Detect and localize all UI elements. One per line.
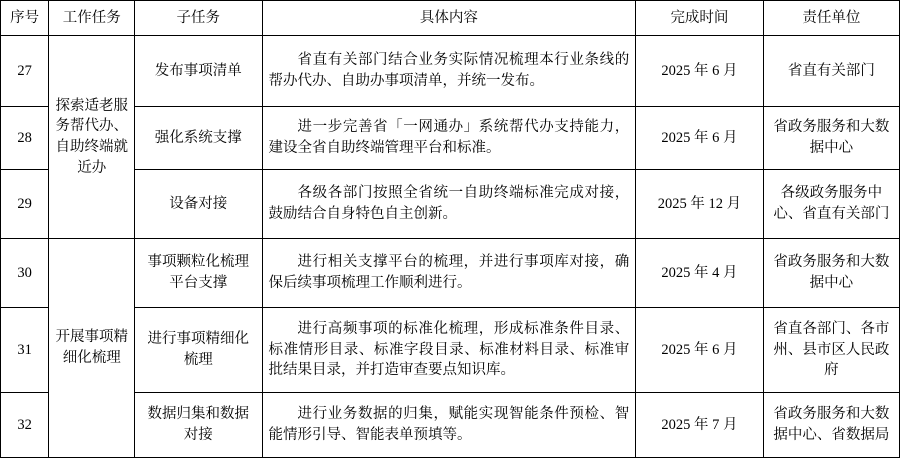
cell-unit: 省直有关部门	[763, 36, 899, 107]
cell-unit: 省政务服务和大数据中心	[763, 239, 899, 308]
cell-unit: 省政务服务和大数据中心、省数据局	[763, 393, 899, 458]
header-detail: 具体内容	[262, 1, 636, 36]
header-subtask: 子任务	[135, 1, 262, 36]
header-task: 工作任务	[49, 1, 135, 36]
cell-detail: 进行高频事项的标准化梳理，形成标准条件目录、标准情形目录、标准字段目录、标准材料目录、标准审批结果目录，并打造审查要点知识库。	[262, 308, 636, 393]
table-row	[1, 239, 900, 308]
cell-subtask: 数据归集和数据对接	[135, 393, 262, 458]
cell-detail: 进行相关支撑平台的梳理，并进行事项库对接，确保后续事项梳理工作顺利进行。	[262, 239, 636, 308]
cell-deadline: 2025 年 6 月	[636, 36, 763, 107]
cell-subtask: 强化系统支撑	[135, 107, 262, 170]
cell-seq: 30	[1, 239, 49, 308]
cell-subtask: 进行事项精细化梳理	[135, 308, 262, 393]
cell-deadline: 2025 年 4 月	[636, 239, 763, 308]
cell-deadline: 2025 年 7 月	[636, 393, 763, 458]
table-row	[1, 36, 900, 107]
cell-subtask: 发布事项清单	[135, 36, 262, 107]
cell-unit: 省直各部门、各市州、县市区人民政府	[763, 308, 899, 393]
cell-subtask: 设备对接	[135, 170, 262, 239]
cell-seq: 32	[1, 393, 49, 458]
header-deadline: 完成时间	[636, 1, 763, 36]
cell-seq: 31	[1, 308, 49, 393]
cell-deadline: 2025 年 6 月	[636, 308, 763, 393]
table-row	[1, 170, 900, 239]
cell-seq: 28	[1, 107, 49, 170]
header-seq: 序号	[1, 1, 49, 36]
cell-group-task: 探索适老服务帮代办、自助终端就近办	[49, 36, 135, 239]
cell-group-task: 开展事项精细化梳理	[49, 239, 135, 458]
cell-detail: 各级各部门按照全省统一自助终端标准完成对接，鼓励结合自身特色自主创新。	[262, 170, 636, 239]
cell-unit: 省政务服务和大数据中心	[763, 107, 899, 170]
cell-deadline: 2025 年 6 月	[636, 107, 763, 170]
cell-detail: 进行业务数据的归集，赋能实现智能条件预检、智能情形引导、智能表单预填等。	[262, 393, 636, 458]
header-responsible-unit: 责任单位	[763, 1, 899, 36]
table-row	[1, 393, 900, 458]
table-row	[1, 308, 900, 393]
table-row	[1, 107, 900, 170]
cell-deadline: 2025 年 12 月	[636, 170, 763, 239]
cell-subtask: 事项颗粒化梳理平台支撑	[135, 239, 262, 308]
cell-seq: 27	[1, 36, 49, 107]
table-header-row	[1, 1, 900, 36]
cell-detail: 进一步完善省「一网通办」系统帮代办支持能力，建设全省自助终端管理平台和标准。	[262, 107, 636, 170]
cell-unit: 各级政务服务中心、省直有关部门	[763, 170, 899, 239]
cell-detail: 省直有关部门结合业务实际情况梳理本行业条线的帮办代办、自助办事项清单，并统一发布。	[262, 36, 636, 107]
cell-seq: 29	[1, 170, 49, 239]
